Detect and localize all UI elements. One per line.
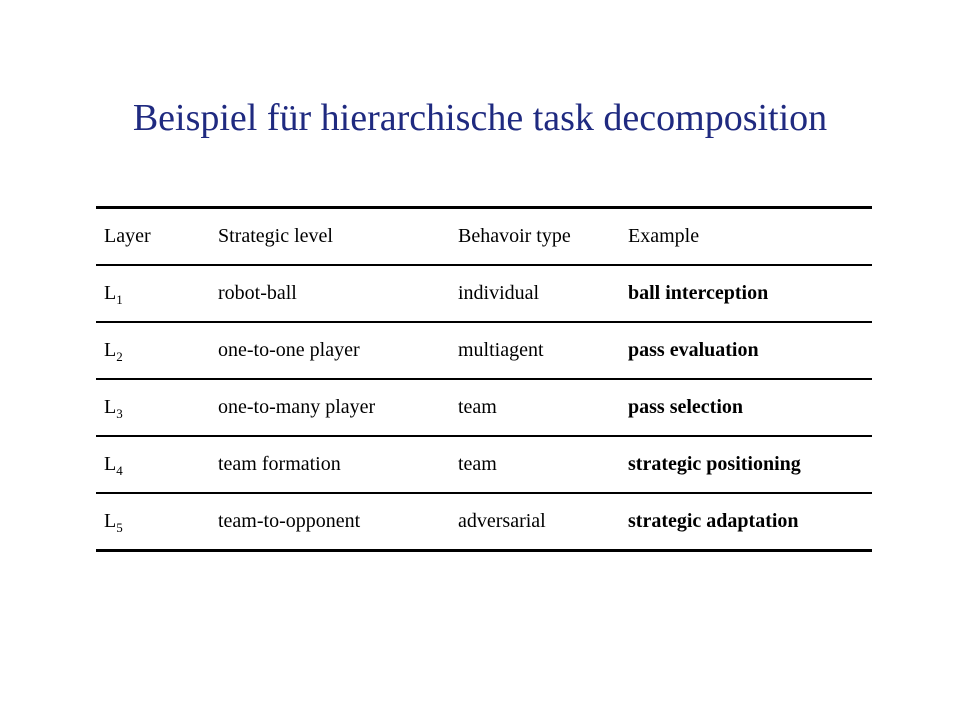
layer-cell [96,265,210,322]
strategic-level-cell: one-to-one player [210,322,450,379]
strategic-level-cell: one-to-many player [210,379,450,436]
example-cell: strategic adaptation [620,493,872,551]
behavior-type-cell: multiagent [450,322,620,379]
layer-subscript: 4 [116,463,123,478]
layer-cell [96,493,210,551]
behavior-type-cell: individual [450,265,620,322]
layer-letter: L [104,396,117,418]
table-row [96,493,872,551]
layer-cell [96,322,210,379]
layer-subscript: 1 [116,292,123,307]
layer-cell [96,436,210,493]
example-cell: ball interception [620,265,872,322]
layer-subscript: 2 [116,349,123,364]
table-row [96,322,872,379]
example-cell: pass selection [620,379,872,436]
example-cell: strategic positioning [620,436,872,493]
slide-title: Beispiel für hierarchische task decomposition [132,97,828,139]
layer-letter: L [104,339,117,361]
layer-subscript: 5 [116,520,123,535]
layer-cell [96,379,210,436]
header-example: Example [620,208,872,266]
layer-letter: L [104,510,117,532]
header-strategic-level: Strategic level [210,208,450,266]
layer-letter: L [104,453,117,475]
example-cell: pass evaluation [620,322,872,379]
table-row [96,379,872,436]
layer-letter: L [104,282,117,304]
behavior-type-cell: team [450,436,620,493]
behavior-type-cell: adversarial [450,493,620,551]
strategic-level-cell: robot-ball [210,265,450,322]
strategic-level-cell: team-to-opponent [210,493,450,551]
layer-subscript: 3 [116,406,123,421]
table-row [96,436,872,493]
task-decomposition-table [96,206,872,552]
strategic-level-cell: team formation [210,436,450,493]
table-row [96,265,872,322]
behavior-type-cell: team [450,379,620,436]
table-header-row [96,208,872,266]
header-behavior-type: Behavoir type [450,208,620,266]
header-layer: Layer [96,208,210,266]
